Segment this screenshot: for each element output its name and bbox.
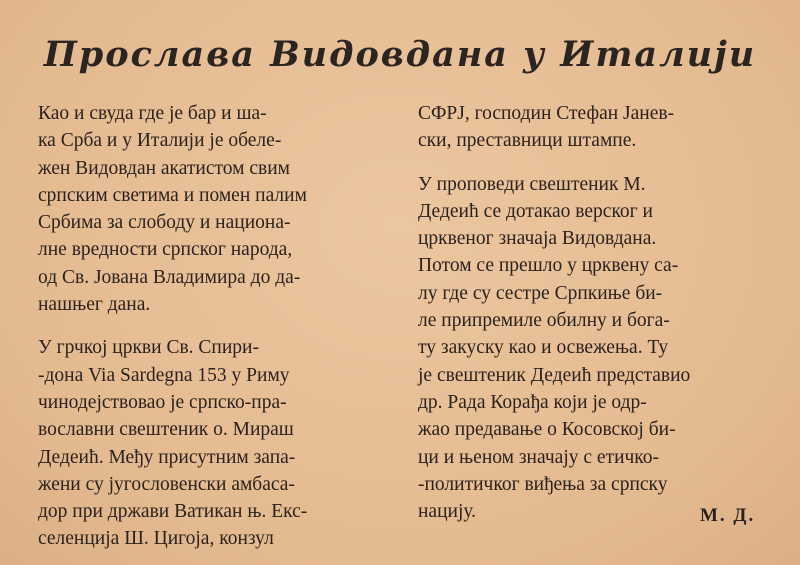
- text-line: нашњег дана.: [38, 294, 151, 316]
- text-line: Дедеић. Међу присутним запа-: [38, 446, 296, 468]
- text-line: је свештеник Дедеић представио: [418, 364, 691, 386]
- text-line: чинодејствовао је српско-пра-: [38, 391, 287, 413]
- article-column-left: [38, 100, 390, 553]
- text-line: -дона Via Sardegna 153 у Риму: [38, 364, 290, 386]
- text-line: У грчкој цркви Св. Спири-: [38, 337, 259, 359]
- text-line: црквеног значаја Видовдана.: [418, 228, 657, 250]
- text-line: Као и свуда где је бар и ша-: [38, 103, 267, 124]
- text-line: лне вредности српског народа,: [38, 239, 293, 261]
- text-line: ту закуску као и освежења. Ту: [418, 337, 669, 359]
- article-paragraph: [38, 334, 390, 552]
- text-line: селенција Ш. Цигоја, конзул: [38, 528, 274, 550]
- text-line: -политичког виђења за српску: [418, 473, 668, 495]
- text-line: нацију.: [418, 501, 477, 523]
- text-line: У проповеди свештеник М.: [418, 173, 646, 195]
- text-line: ци и њеном значају с етичко-: [418, 446, 660, 468]
- text-line: ка Срба и у Италији је обеле-: [38, 130, 282, 152]
- author-signature: М. Д.: [700, 505, 756, 526]
- text-line: лу где су сестре Српкиње би-: [418, 282, 663, 304]
- text-line: Србима за слободу и национа-: [38, 212, 291, 234]
- text-line: Дедеић се дотакао верског и: [418, 200, 653, 222]
- article-headline: Прослава Видовдана у Италији: [43, 34, 757, 75]
- article-paragraph: [38, 100, 390, 318]
- text-line: од Св. Јована Владимира до да-: [38, 266, 301, 288]
- text-line: жени су југословенски амбаса-: [38, 473, 295, 495]
- text-line: жен Видовдан акатистом свим: [38, 157, 290, 179]
- text-line: жао предавање о Косовској би-: [418, 419, 676, 441]
- article-column-right: [418, 100, 770, 525]
- text-line: Потом се прешло у црквену са-: [418, 255, 679, 277]
- text-line: вославни свештеник о. Мираш: [38, 419, 294, 441]
- article-paragraph: [418, 100, 770, 155]
- text-line: ски, преставници штампе.: [418, 130, 637, 152]
- text-line: ле припремиле обилну и бога-: [418, 310, 670, 332]
- paragraph-gap: [38, 318, 390, 334]
- text-line: дор при држави Ватикан њ. Екс-: [38, 501, 308, 523]
- paragraph-gap: [418, 155, 770, 171]
- text-line: др. Рада Корађа који је одр-: [418, 391, 647, 413]
- text-line: српским светима и помен палим: [38, 184, 307, 206]
- article-paragraph: [418, 171, 770, 526]
- text-line: СФРЈ, господин Стефан Јанев-: [418, 103, 675, 124]
